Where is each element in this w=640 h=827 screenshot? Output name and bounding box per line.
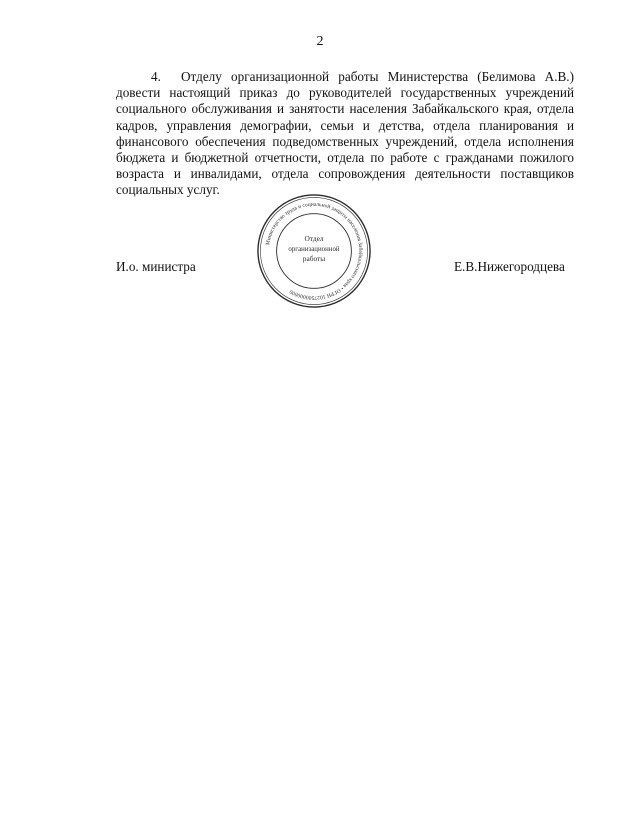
paragraph-text: Отделу организационной работы Министерства (Белимова А.В.) довести настоящий приказ до руководителей государственных учреждений социального обслуживания и занятости населения Забайкальского края, отдела кадров, управления демографии, семьи и детства, отдела планирования и финансового обеспечения подведомственных учреждений, отдела исполнения бюджета и бюджетной отчетности, отдела по работе с гражданами пожилого возраста и инвалидами, отдела сопровождения деятельности поставщиков социальных услуг.: [116, 69, 574, 198]
official-stamp: [255, 192, 373, 310]
stamp-center-line-1: Отдел: [304, 234, 324, 244]
page-number: 2: [316, 34, 324, 49]
stamp-center-line-3: работы: [302, 253, 326, 263]
paragraph-number: 4.: [151, 69, 161, 84]
signature-name: Е.В.Нижегородцева: [454, 259, 565, 274]
paragraph-4: [116, 69, 574, 199]
signature-position: И.о. министра: [116, 259, 196, 274]
stamp-center-line-2: организационной: [288, 246, 340, 253]
stamp-ring-text: Министерство труда и социальной защиты населения Забайкальского края • ОГРН 1027500000000: [265, 201, 364, 301]
